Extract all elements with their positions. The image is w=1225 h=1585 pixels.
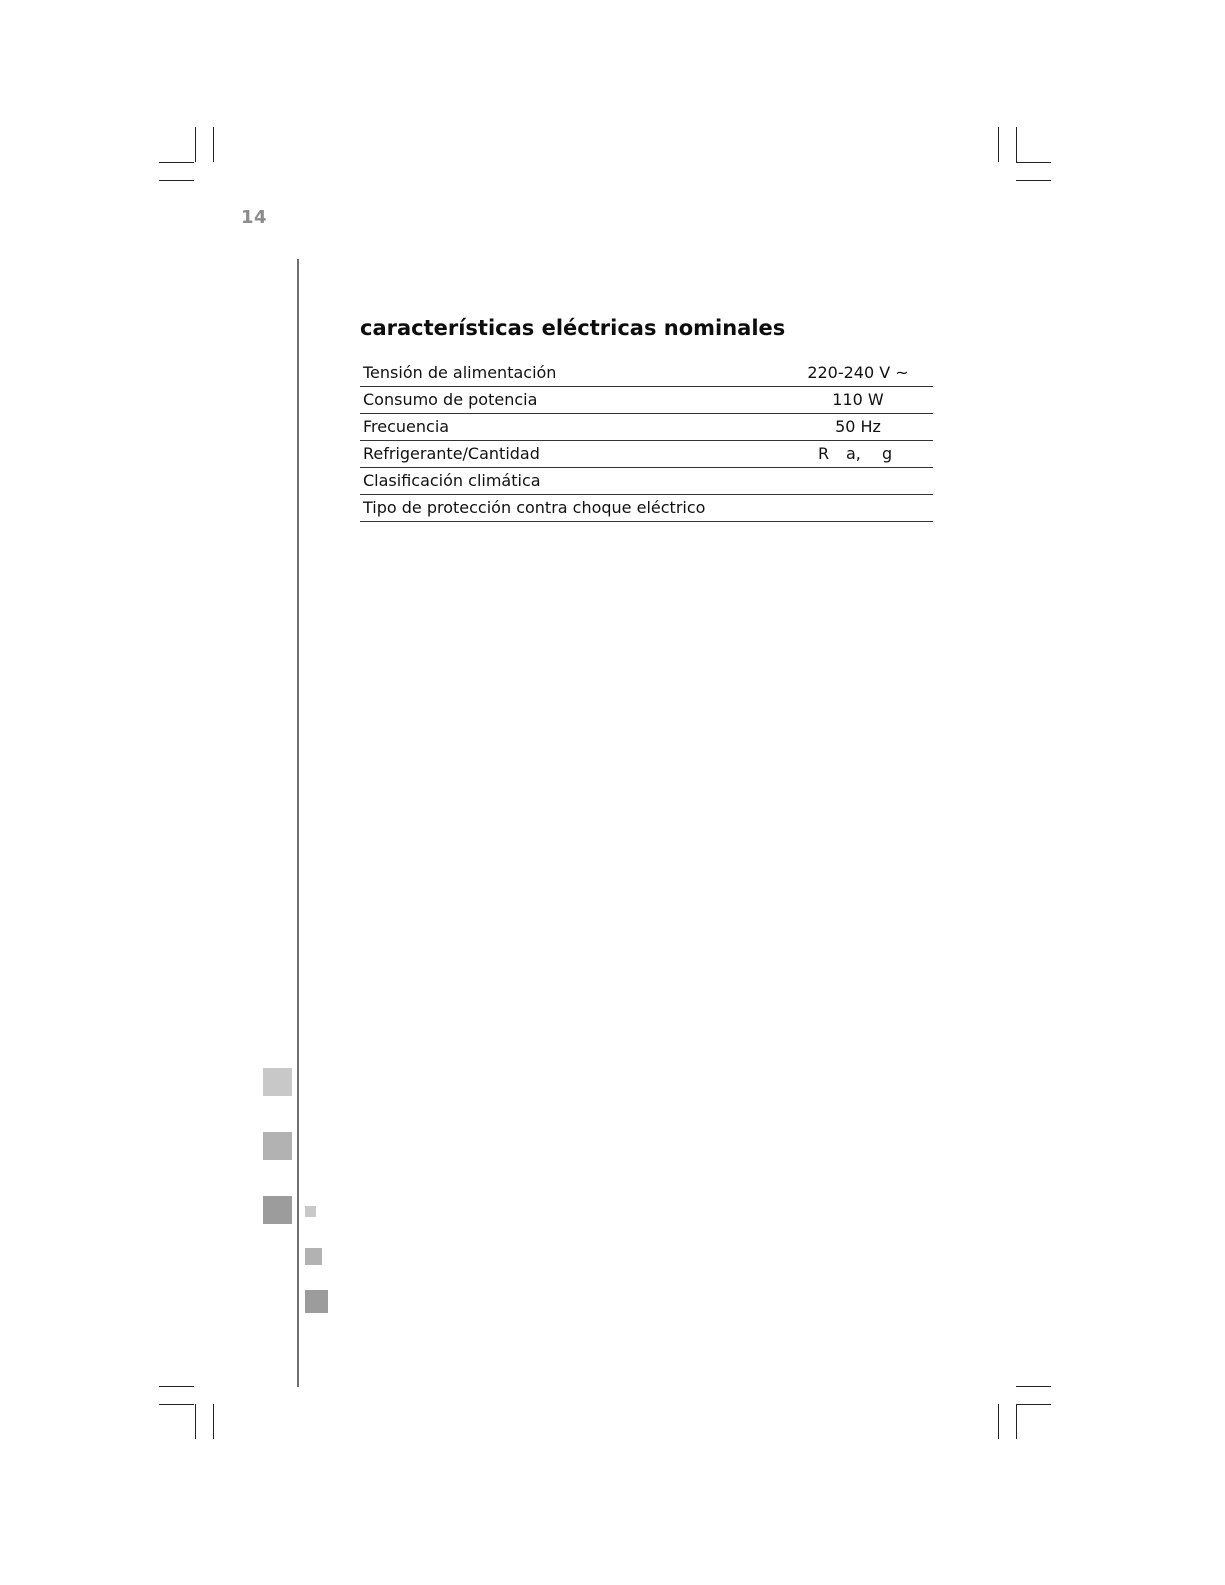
- color-tab-mid: [263, 1132, 292, 1160]
- spec-label: Tipo de protección contra choque eléctrico: [360, 495, 783, 522]
- crop-mark: [213, 127, 214, 162]
- spec-row: [360, 441, 933, 468]
- spec-row: [360, 495, 933, 522]
- color-square-medium: [305, 1248, 322, 1265]
- color-tab-light: [263, 1068, 292, 1096]
- crop-mark: [1016, 1404, 1051, 1405]
- color-tab-dark: [263, 1196, 292, 1224]
- spec-row: [360, 414, 933, 441]
- spec-value: [783, 495, 933, 522]
- crop-mark: [1016, 162, 1051, 163]
- spec-value: 220-240 V ~: [783, 360, 933, 387]
- crop-mark: [159, 180, 194, 181]
- crop-mark: [1016, 1404, 1017, 1439]
- section-title: características eléctricas nominales: [360, 316, 786, 340]
- color-square-small: [305, 1206, 316, 1217]
- spec-value: [783, 441, 933, 468]
- spec-row: [360, 387, 933, 414]
- crop-mark: [159, 1386, 194, 1387]
- crop-mark: [213, 1404, 214, 1439]
- spec-label: Refrigerante/Cantidad: [360, 441, 783, 468]
- spec-label: Consumo de potencia: [360, 387, 783, 414]
- spec-label: Clasificación climática: [360, 468, 783, 495]
- crop-mark: [159, 162, 194, 163]
- crop-mark: [1016, 180, 1051, 181]
- crop-mark: [1016, 127, 1017, 162]
- refrigerant-type-suffix: a,: [846, 444, 861, 463]
- color-square-large: [305, 1290, 328, 1313]
- spec-value: 50 Hz: [783, 414, 933, 441]
- refrigerant-type: R: [818, 444, 830, 463]
- crop-mark: [998, 1404, 999, 1439]
- spec-value: 110 W: [783, 387, 933, 414]
- spec-value: [783, 468, 933, 495]
- spec-table: [360, 360, 933, 522]
- page-number: 14: [241, 207, 268, 228]
- spec-label: Frecuencia: [360, 414, 783, 441]
- spec-label: Tensión de alimentación: [360, 360, 783, 387]
- spec-row: [360, 360, 933, 387]
- refrigerant-unit: g: [882, 444, 893, 463]
- crop-mark: [1016, 1386, 1051, 1387]
- crop-mark: [195, 127, 196, 162]
- crop-mark: [159, 1404, 194, 1405]
- crop-mark: [998, 127, 999, 162]
- spec-row: [360, 468, 933, 495]
- margin-rule: [297, 259, 299, 1387]
- crop-mark: [195, 1404, 196, 1439]
